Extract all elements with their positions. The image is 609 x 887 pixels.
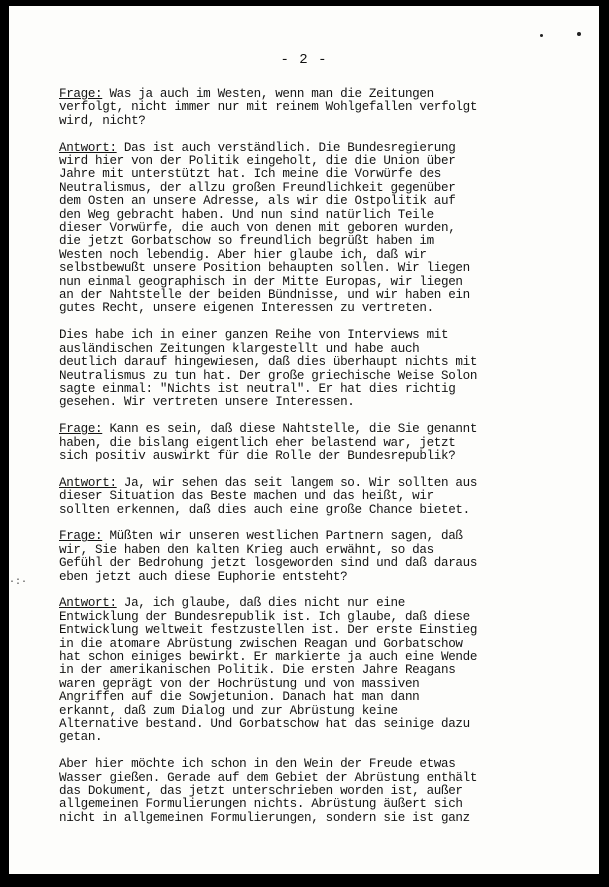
paragraph [59, 142, 589, 316]
text-line [59, 370, 589, 383]
line-text: selbstbewußt unsere Position behaupten sollen. Wir liegen [59, 261, 470, 276]
text-line [59, 624, 589, 637]
line-text: Wasser gießen. Gerade auf dem Gebiet der Abrüstung enthält [59, 770, 478, 785]
text-line [59, 356, 589, 369]
text-line [59, 383, 589, 396]
line-text: gutes Recht, unsere eigenen Interessen zu vertreten. [59, 301, 434, 316]
line-text: sollten erkennen, daß dies auch eine große Chance bietet. [59, 502, 470, 517]
line-text: nicht in allgemeinen Formulierungen, sondern sie ist ganz [59, 810, 470, 825]
text-line [59, 249, 589, 262]
line-text: Neutralismus, der allzu großen Freundlichkeit gegenüber [59, 180, 456, 195]
scan-speck [540, 34, 543, 37]
line-text: wir, Sie haben den kalten Krieg auch erwähnt, so das [59, 542, 434, 557]
speaker-label: Antwort: [59, 475, 117, 490]
document-page [9, 6, 599, 874]
line-text: an der Nahtstelle der beiden Bündnisse, und wir haben ein [59, 288, 470, 303]
text-line [59, 88, 589, 101]
line-text: dieser Vorwürfe, die auch von denen mit geboren wurden, [59, 221, 456, 236]
line-text: deutlich darauf hingewiesen, daß dies überhaupt nichts mit [59, 355, 478, 370]
line-text: erkannt, daß zum Dialog und zur Abrüstung keine [59, 703, 398, 718]
line-text: Neutralismus zu tun hat. Der große griechische Weise Solon [59, 368, 478, 383]
text-line [59, 504, 589, 517]
text-line [59, 396, 589, 409]
line-text: Jahre mit unterstützt hat. Ich meine die Vorwürfe des [59, 167, 441, 182]
text-line [59, 530, 589, 543]
text-line [59, 209, 589, 222]
line-text: wird, nicht? [59, 113, 146, 128]
text-line [59, 557, 589, 570]
paragraph [59, 477, 589, 517]
line-text: Dies habe ich in einer ganzen Reihe von Interviews mit [59, 328, 449, 343]
text-line [59, 691, 589, 704]
line-text: Westen noch lebendig. Aber hier glaube ich, daß wir [59, 247, 427, 262]
text-line [59, 168, 589, 181]
text-line [59, 155, 589, 168]
text-line [59, 423, 589, 436]
speaker-label: Frage: [59, 529, 103, 544]
line-text: getan. [59, 730, 103, 745]
line-text: Ja, wir sehen das seit langem so. Wir sollten aus [116, 475, 478, 490]
text-line [59, 262, 589, 275]
line-text: Was ja auch im Westen, wenn man die Zeitungen [102, 87, 434, 101]
text-line [59, 490, 589, 503]
line-text: in die atomare Abrüstung zwischen Reagan und Gorbatschow [59, 636, 463, 651]
line-text: verfolgt, nicht immer nur mit reinem Wohlgefallen verfolgt [59, 100, 478, 115]
page-number: - 2 - [280, 52, 328, 68]
line-text: Müßten wir unseren westlichen Partnern sagen, daß [102, 529, 463, 544]
line-text: allgemeinen Formulierungen nichts. Abrüstung äußert sich [59, 797, 463, 812]
speaker-label: Antwort: [59, 140, 117, 155]
line-text: sagte einmal: "Nichts ist neutral". Er hat dies richtig [59, 381, 456, 396]
line-text: Gefühl der Bedrohung jetzt losgeworden sind und daß daraus [59, 556, 478, 571]
paragraph [59, 88, 589, 128]
text-line [59, 115, 589, 128]
line-text: Angriffen auf die Sowjetunion. Danach hat man dann [59, 690, 420, 705]
text-line [59, 638, 589, 651]
paragraph [59, 530, 589, 584]
text-line [59, 343, 589, 356]
text-line [59, 450, 589, 463]
text-line [59, 678, 589, 691]
line-text: Entwicklung der Bundesrepublik ist. Ich glaube, daß diese [59, 609, 470, 624]
text-line [59, 329, 589, 342]
text-line [59, 597, 589, 610]
margin-mark: ·:· [9, 577, 28, 588]
text-line [59, 812, 589, 825]
text-line [59, 785, 589, 798]
text-line [59, 571, 589, 584]
text-line [59, 477, 589, 490]
text-line [59, 664, 589, 677]
paragraph [59, 423, 589, 463]
text-line [59, 798, 589, 811]
paragraph [59, 329, 589, 409]
line-text: ausländischen Zeitungen klargestellt und habe auch [59, 341, 420, 356]
text-line [59, 101, 589, 114]
text-line [59, 544, 589, 557]
text-line [59, 142, 589, 155]
text-line [59, 222, 589, 235]
line-text: Kann es sein, daß diese Nahtstelle, die Sie genannt [102, 422, 478, 437]
paragraph [59, 597, 589, 744]
scan-speck [577, 32, 581, 36]
line-text: wird hier von der Politik eingeholt, die die Union über [59, 154, 456, 169]
line-text: Das ist auch verständlich. Die Bundesregierung [116, 140, 456, 155]
line-text: den Weg gebracht haben. Und nun sind natürlich Teile [59, 207, 434, 222]
paragraph [59, 758, 589, 825]
line-text: haben, die bislang eigentlich eher belastend war, jetzt [59, 435, 456, 450]
text-line [59, 731, 589, 744]
text-line [59, 437, 589, 450]
line-text: eben jetzt auch diese Euphorie entsteht? [59, 569, 348, 584]
line-text: Entwicklung weltweit festzustellen ist. Der erste Einstieg [59, 623, 478, 638]
line-text: das Dokument, das jetzt unterschrieben worden ist, außer [59, 784, 463, 799]
text-line [59, 195, 589, 208]
text-line [59, 611, 589, 624]
text-line [59, 182, 589, 195]
interview-text [59, 88, 589, 839]
speaker-label: Frage: [59, 87, 103, 101]
line-text: nun einmal geographisch in der Mitte Europas, wir liegen [59, 274, 463, 289]
speaker-label: Frage: [59, 422, 103, 437]
line-text: Ja, ich glaube, daß dies nicht nur eine [116, 596, 405, 611]
text-line [59, 651, 589, 664]
text-line [59, 758, 589, 771]
text-line [59, 235, 589, 248]
line-text: in der amerikanischen Politik. Die ersten Jahre Reagans [59, 663, 456, 678]
line-text: sich positiv auswirkt für die Rolle der Bundesrepublik? [59, 448, 456, 463]
line-text: gesehen. Wir vertreten unsere Interessen. [59, 395, 355, 410]
line-text: Aber hier möchte ich schon in den Wein der Freude etwas [59, 757, 456, 772]
line-text: dem Osten an unsere Adresse, als wir die Ostpolitik auf [59, 194, 456, 209]
line-text: Alternative bestand. Und Gorbatschow hat das seinige dazu [59, 717, 470, 731]
line-text: die jetzt Gorbatschow so freundlich begrüßt haben im [59, 234, 434, 249]
line-text: dieser Situation das Beste machen und das heißt, wir [59, 489, 434, 504]
line-text: hat schon einiges bewirkt. Er markierte ja auch eine Wende [59, 649, 478, 664]
text-line [59, 718, 589, 731]
speaker-label: Antwort: [59, 596, 117, 611]
text-line [59, 772, 589, 785]
text-line [59, 289, 589, 302]
text-line [59, 276, 589, 289]
text-line [59, 705, 589, 718]
line-text: waren geprägt von der Hochrüstung und von massiven [59, 676, 420, 691]
text-line [59, 302, 589, 315]
